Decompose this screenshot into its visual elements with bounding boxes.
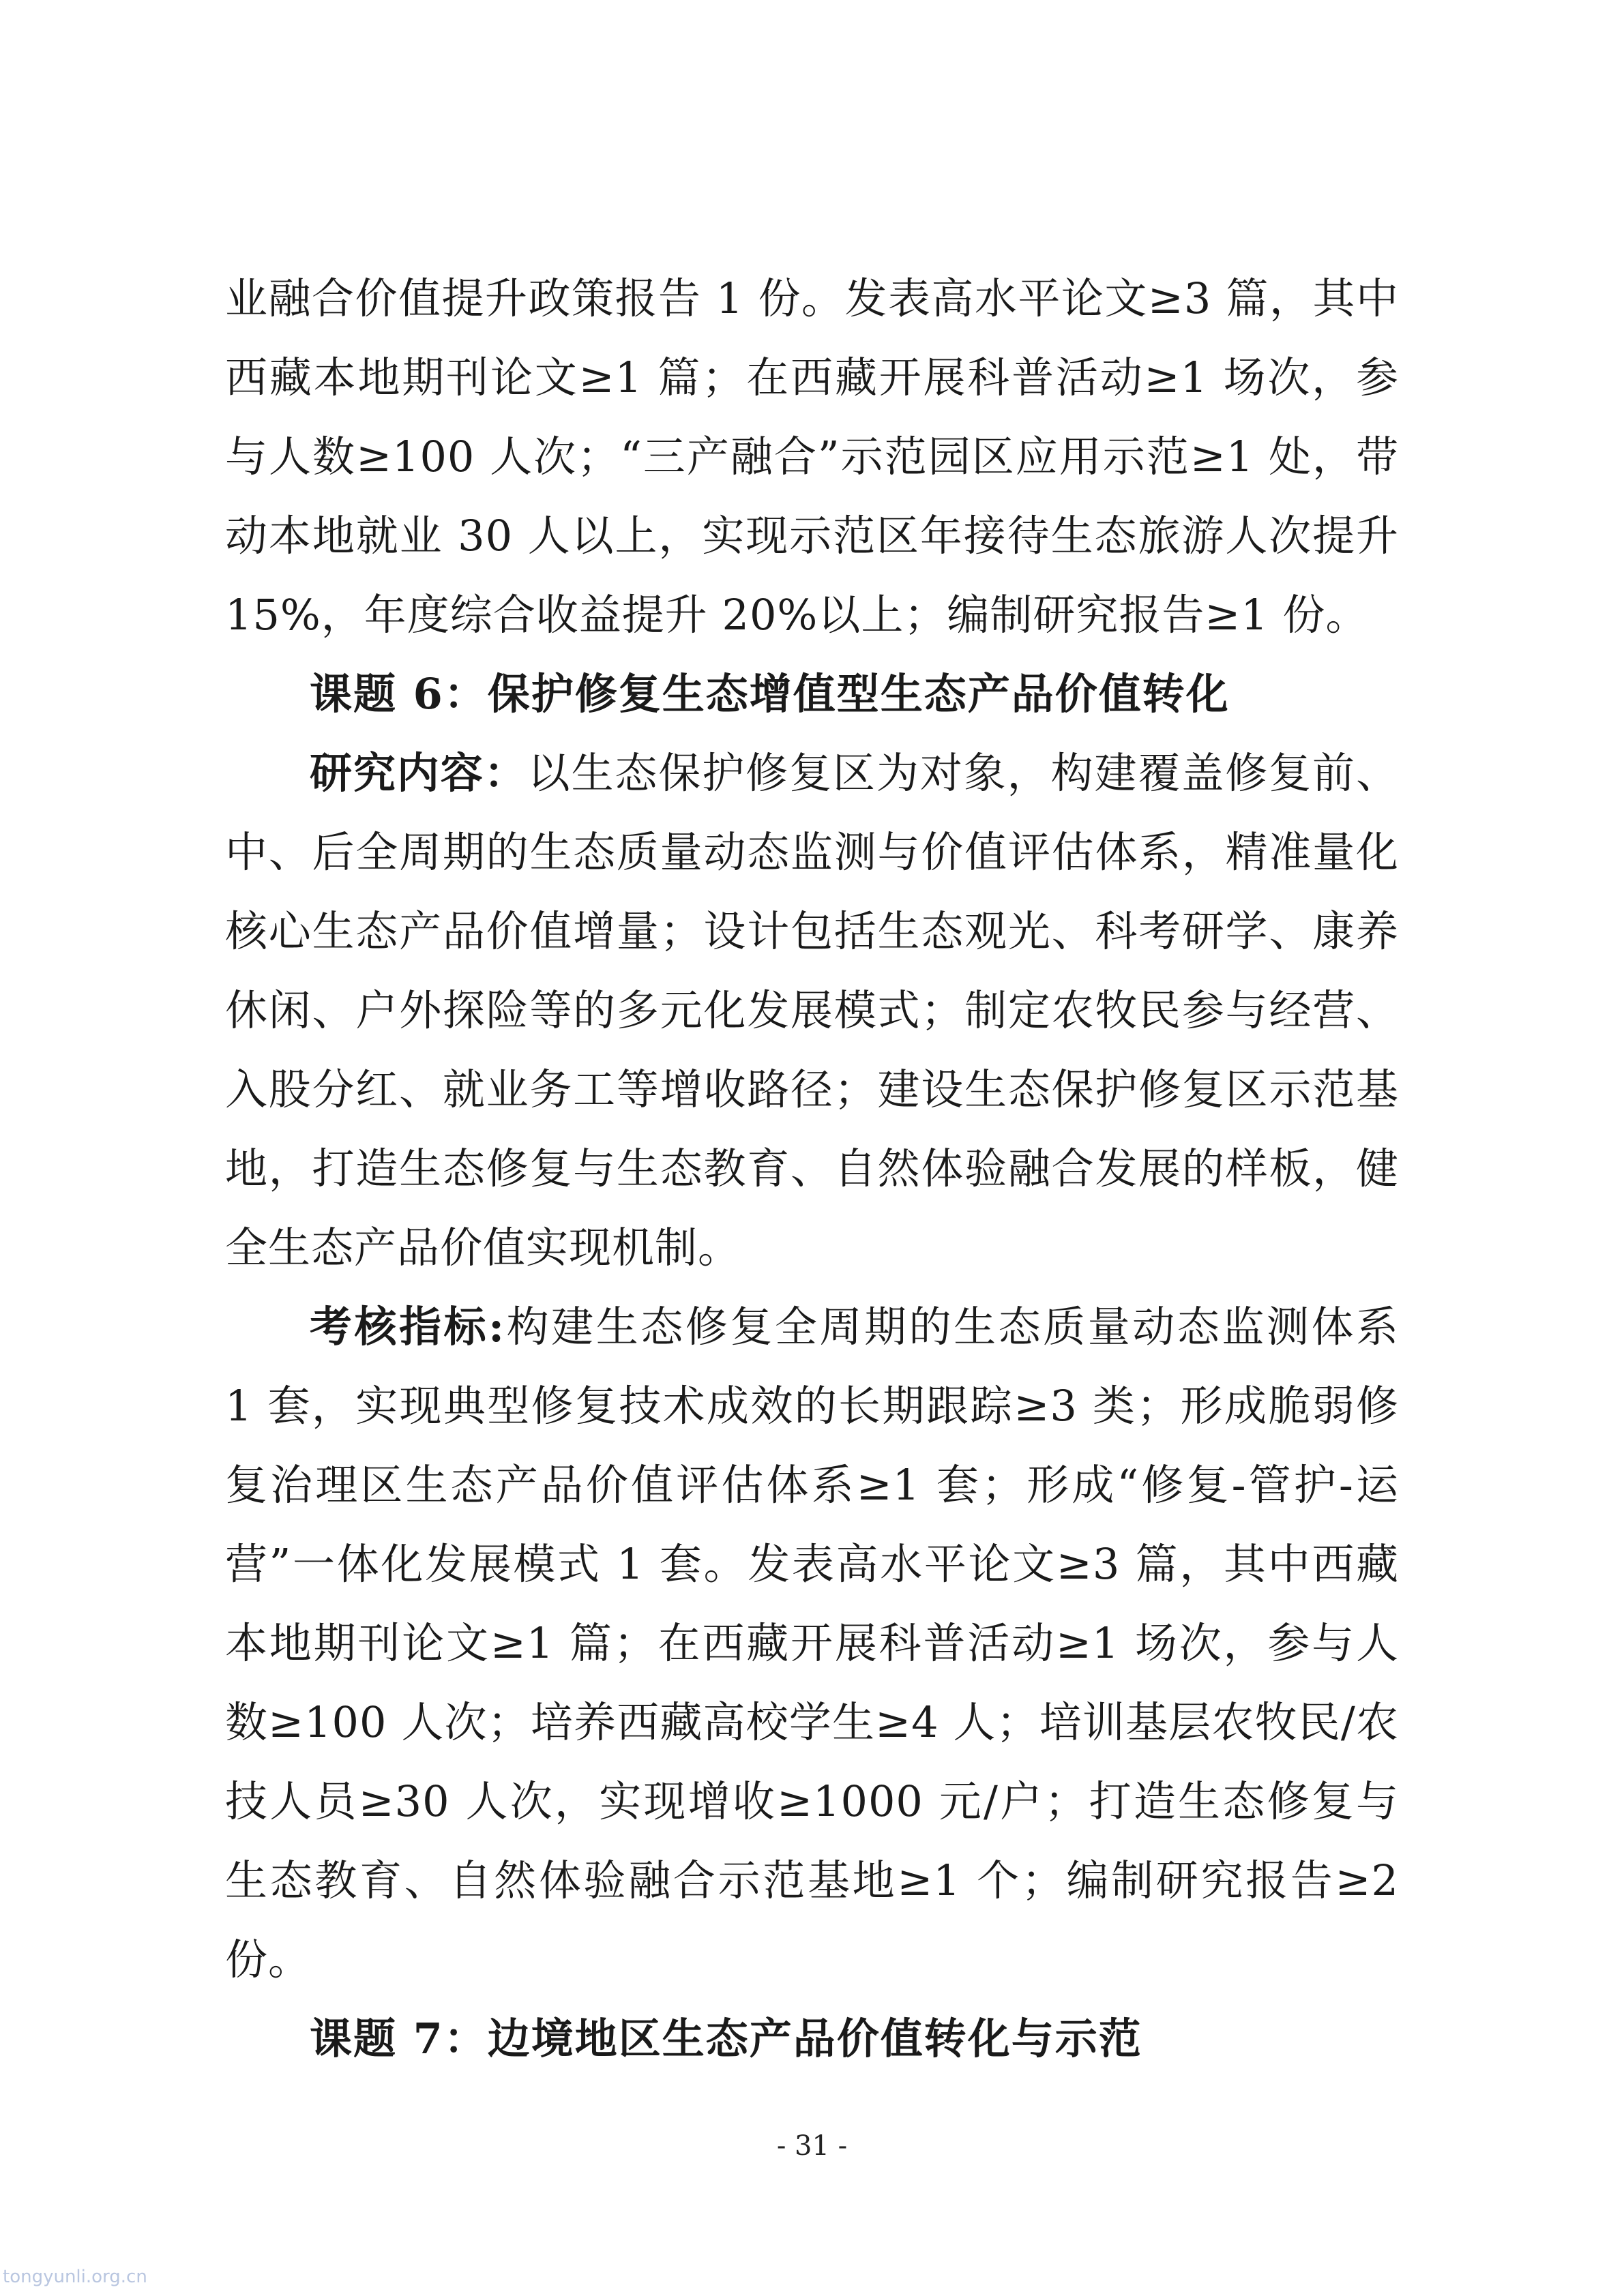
text-assessment-indicators: 构建生态修复全周期的生态质量动态监测体系 1 套，实现典型修复技术成效的长期跟踪≥3 类；形成脆弱修复治理区生态产品价值评估体系≥1 套；形成“修复-管护-运营”一体化发展模式 1 套。发表高水平论文≥3 篇，其中西藏本地期刊论文≥1 篇；在西藏开展科普活动≥1 场次，参与人数≥100 人次；培养西藏高校学生≥4 人；培训基层农牧民/农技人员≥30 人次，实现增收≥1000 元/户；打造生态修复与生态教育、自然体验融合示范基地≥1 个；编制研究报告≥2 份。 — [225, 1302, 1399, 1984]
paragraph-policy-report: 业融合价值提升政策报告 1 份。发表高水平论文≥3 篇，其中西藏本地期刊论文≥1 篇；在西藏开展科普活动≥1 场次，参与人数≥100 人次；“三产融合”示范园区应用示范≥1 处，带动本地就业 30 人以上，实现示范区年接待生态旅游人次提升 15%，年度综合收益提升 20%以上；编制研究报告≥1 份。 — [225, 273, 1399, 640]
heading-topic-7: 课题 7：边境地区生态产品价值转化与示范 — [310, 2014, 1142, 2063]
text-research-content: 以生态保护修复区为对象，构建覆盖修复前、中、后全周期的生态质量动态监测与价值评估体系，精准量化核心生态产品价值增量；设计包括生态观光、科考研学、康养休闲、户外探险等的多元化发展模式；制定农牧民参与经营、入股分红、就业务工等增收路径；建设生态保护修复区示范基地，打造生态修复与生态教育、自然体验融合发展的样板，健全生态产品价值实现机制。 — [225, 748, 1399, 1272]
label-research-content: 研究内容： — [310, 748, 528, 798]
heading-topic-6: 课题 6：保护修复生态增值型生态产品价值转化 — [310, 669, 1230, 719]
watermark: tongyunli.org.cn — [3, 2267, 147, 2287]
paragraph-assessment-indicators — [225, 1287, 1399, 1999]
page-number: - 31 - — [776, 2130, 848, 2162]
paragraph-research-content — [225, 734, 1399, 1287]
label-assessment-indicators: 考核指标: — [310, 1302, 505, 1352]
